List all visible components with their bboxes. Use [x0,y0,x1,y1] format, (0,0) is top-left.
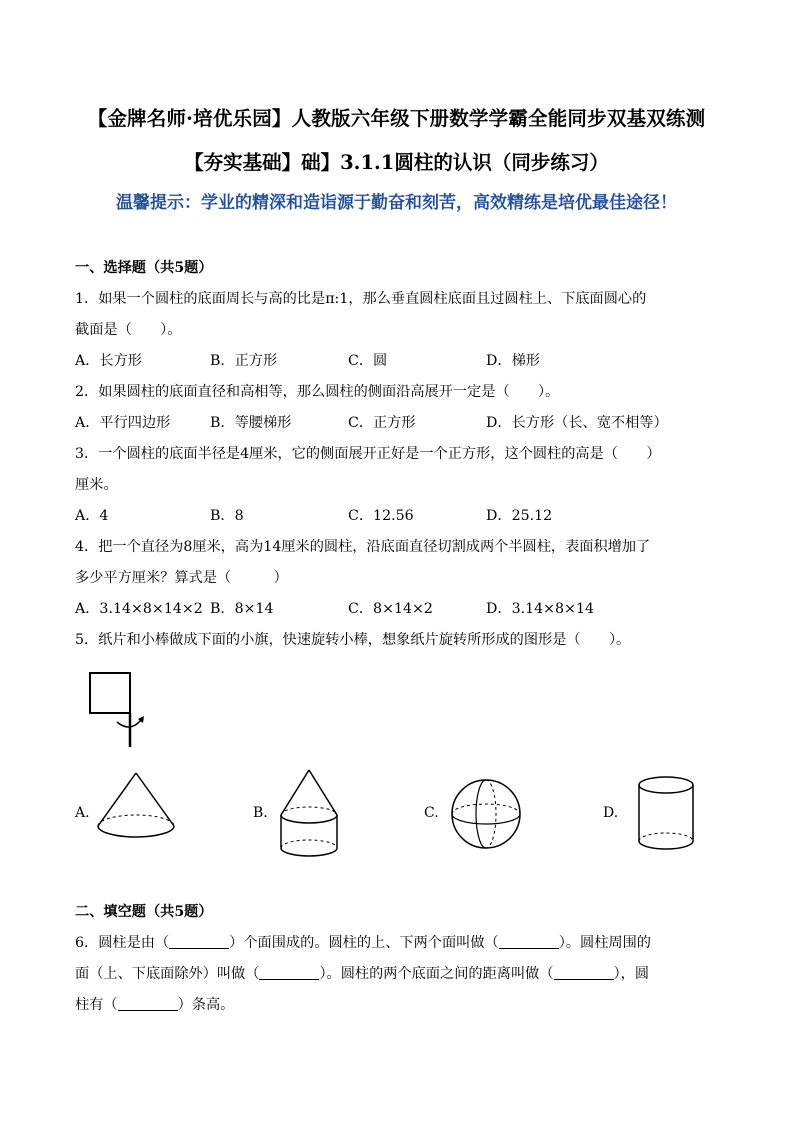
q1-option-c[interactable]: C．圆 [348,353,388,369]
q1-option-b[interactable]: B．正方形 [210,353,278,369]
q2-option-d[interactable]: D．长方形（长、宽不相等） [486,415,668,431]
q5-text-line1: 5．纸片和小棒做成下面的小旗，快速旋转小棒，想象纸片旋转所形成的图形是（ ）。 [75,632,631,648]
q1-text-line1: 1．如果一个圆柱的底面周长与高的比是π:1，那么垂直圆柱底面且过圆柱上、下底面圆心的 [75,291,647,307]
q3-text-line1: 3．一个圆柱的底面半径是4厘米，它的侧面展开正好是一个正方形，这个圆柱的高是（ ） [75,446,661,462]
q2-text-line1: 2．如果圆柱的底面直径和高相等，那么圆柱的侧面沿高展开一定是（ ）。 [75,384,560,400]
q3-option-d[interactable]: D．25.12 [486,508,553,524]
q5-option-c[interactable]: C. [424,805,439,821]
q4-text-line2: 多少平方厘米？算式是（ ） [75,570,288,586]
q4-text-line1: 4．把一个直径为8厘米，高为14厘米的圆柱，沿底面直径切割成两个半圆柱，表面积增加了 [75,539,651,555]
q3-text-line2: 厘米。 [75,477,118,493]
q3-option-a[interactable]: A．4 [75,508,109,524]
q1-text-line2: 截面是（ ）。 [75,322,182,338]
cone-shape[interactable] [93,770,179,850]
cone-on-cylinder-shape[interactable] [276,768,342,858]
q6-line1: 6．圆柱是由（ ）个面围成的。圆柱的上、下两个面叫做（ ）。圆柱周围的 [75,935,651,951]
q2-option-c[interactable]: C．正方形 [348,415,416,431]
q3-option-c[interactable]: C．12.56 [348,508,414,524]
q2-option-a[interactable]: A．平行四边形 [75,415,171,431]
document-subtitle: 【夯实基础】础】3.1.1圆柱的认识（同步练习） [184,151,609,174]
q6-blank-4[interactable] [554,965,614,980]
q5-option-d[interactable]: D. [603,805,619,821]
q6-blank-3[interactable] [259,965,319,980]
q2-option-b[interactable]: B．等腰梯形 [210,415,292,431]
document-title: 【金牌名师·培优乐园】人教版六年级下册数学学霸全能同步双基双练测 [87,107,706,130]
q5-option-b[interactable]: B. [253,805,268,821]
q1-option-d[interactable]: D．梯形 [486,353,540,369]
q4-option-c[interactable]: C．8×14×2 [348,601,433,617]
section2-heading: 二、填空题（共5题） [75,904,213,920]
q3-option-b[interactable]: B．8 [210,508,244,524]
q6-blank-5[interactable] [118,996,178,1011]
q6-line3: 柱有（ ）条高。 [75,997,235,1013]
q6-blank-2[interactable] [499,934,559,949]
q4-option-a[interactable]: A．3.14×8×14×2 [75,601,203,617]
q6-line2: 面（上、下底面除外）叫做（ ）。圆柱的两个底面之间的距离叫做（ ），圆 [75,966,650,982]
flag-figure [85,670,155,750]
q5-option-a[interactable]: A. [75,805,90,821]
q4-option-b[interactable]: B．8×14 [210,601,274,617]
sphere-shape[interactable] [450,778,522,850]
q4-option-d[interactable]: D．3.14×8×14 [486,601,595,617]
q1-option-a[interactable]: A．长方形 [75,353,142,369]
q6-blank-1[interactable] [169,934,229,949]
section1-heading: 一、选择题（共5题） [75,260,213,276]
tip-text: 温馨提示：学业的精深和造诣源于勤奋和刻苦，高效精练是培优最佳途径！ [116,193,677,213]
cylinder-shape[interactable] [636,775,696,855]
